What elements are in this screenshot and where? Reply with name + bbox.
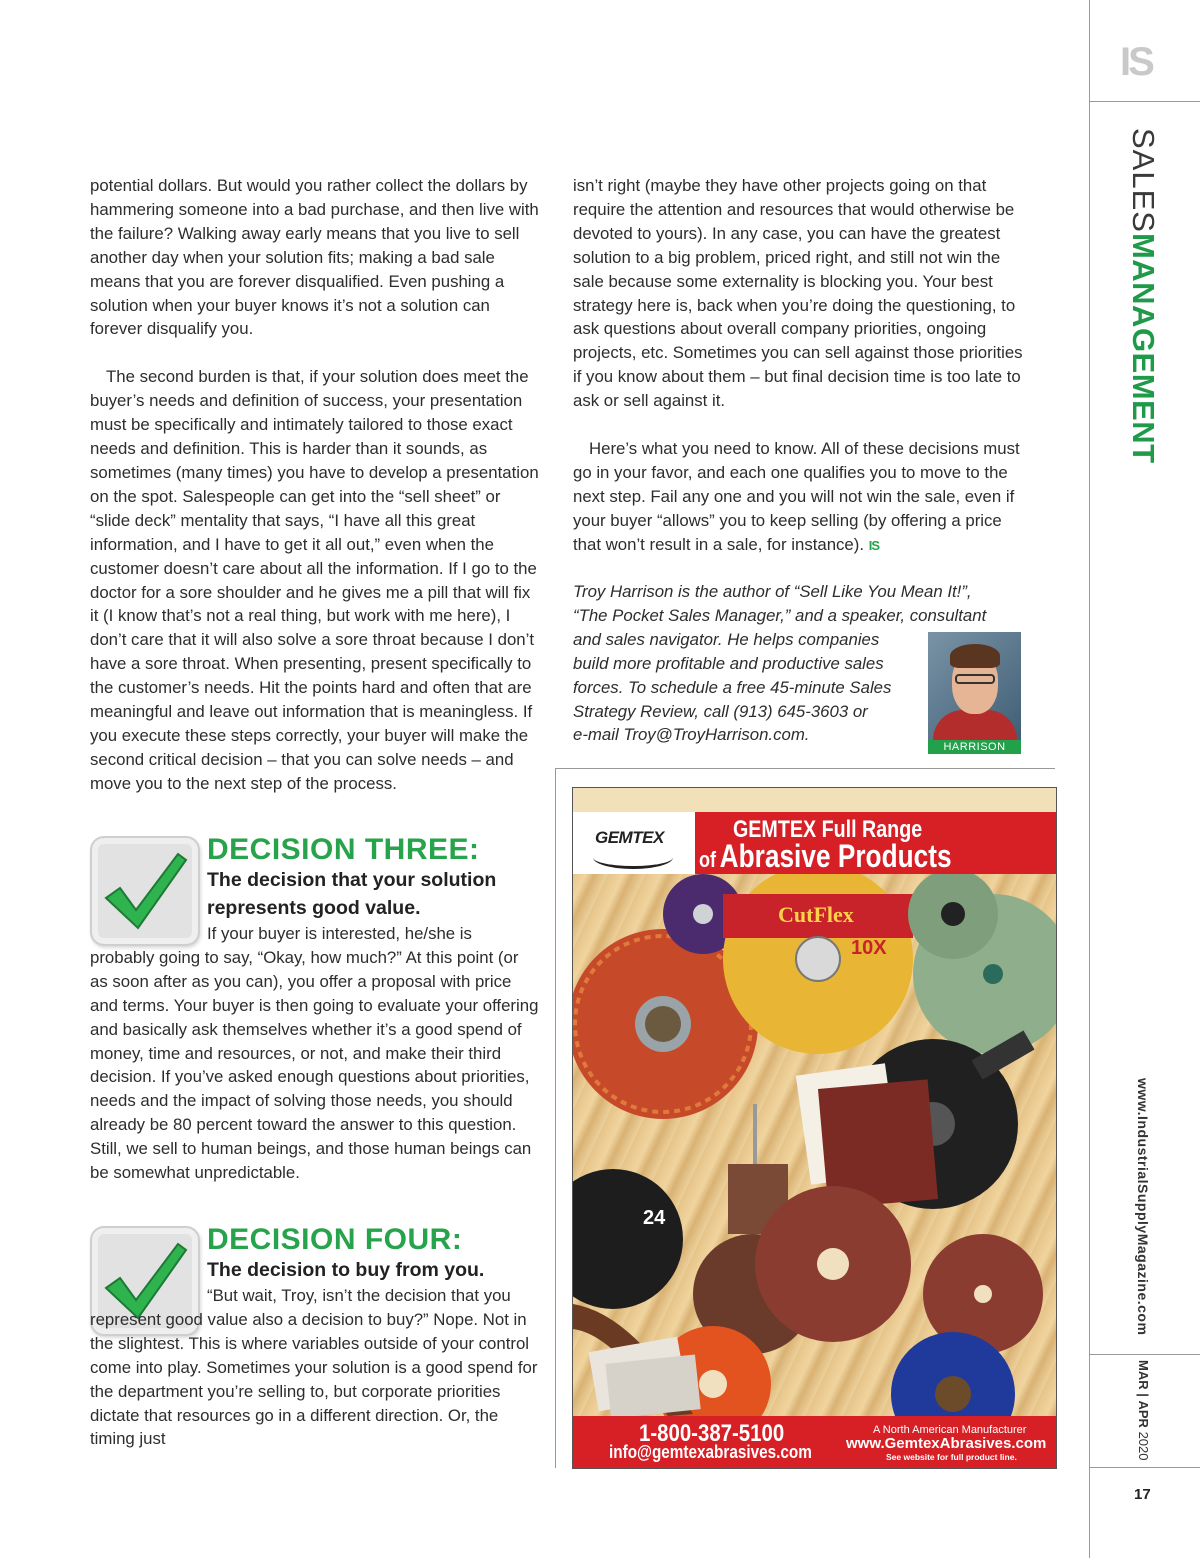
author-photo bbox=[928, 632, 1021, 754]
magazine-logo: IS bbox=[1120, 40, 1152, 84]
issue-date bbox=[1136, 1360, 1151, 1461]
page-number: 17 bbox=[1134, 1486, 1151, 1503]
decision-four-title: DECISION FOUR: bbox=[207, 1223, 463, 1256]
ad-title-products: Abrasive Products bbox=[719, 838, 952, 874]
left-paragraph-2: The second burden is that, if your solution does meet the buyer’s needs and definition of success, your presentation must be specifically and intimately tailored to those exact needs and definition. This is harder than it sounds, as sometimes (many times) you have to develop a presentation on the spot. Salespeople can get into the “sell sheet” or “slide deck” mentality that says, “I have all this great information, and I have to get it all out,” even when the customer doesn’t care about all the information. If I go to the doctor for a sore shoulder and he gives me a pill that will fix it (I know that’s not a real thing, but work with me here), I don’t care that it will also solve a sore throat because I don’t have a sore throat. When presenting, present specifically to the customer’s needs. Hit the points hard and often that are meaningful and leave out information that is meaningless. If you execute these steps correctly, your buyer will make the second critical decision – that you can solve needs – and move you to the next step of the process. bbox=[90, 367, 539, 793]
photo-caption: HARRISON bbox=[928, 740, 1021, 754]
decision-three-body: If your buyer is interested, he/she is probably going to say, “Okay, how much?” At this point (or as soon after as you can), you offer a proposal with price and terms. Your buyer is then going to evaluate your offering and basically ask themselves whether it’s a good spend of money, time and resources, or not, and make their third decision. If you’ve asked enough questions about priorities, needs and the impact of solving those needs, you should already be 80 percent toward the answer to this question. Still, we sell to human beings, and those human beings can be somewhat unpredictable. bbox=[90, 924, 539, 1183]
ad-website[interactable]: www.GemtexAbrasives.com bbox=[846, 1435, 1047, 1452]
sidebar-divider bbox=[1089, 0, 1090, 1558]
right-paragraph-1: isn’t right (maybe they have other projects going on that require the attention and resources that would otherwise be devoted to yours). In any case, you can have the greatest solution to a big problem, priced right, and still not win the sale because some externality is blocking you. Your best strategy here is, back when you’re doing the questioning, to ask questions about overall company priorities, ongoing projects, etc. Sometimes you can sell against those priorities if you know about them – but final decision time is too late to ask or sell against it. bbox=[573, 176, 1023, 411]
cutflex-label: CutFlex bbox=[778, 902, 854, 927]
decision-four-body: “But wait, Troy, isn’t the decision that you represent good value also a decision to buy?” Nope. Not in the slightest. This is where variables outside of your control come into play. Sometimes your solution is a good spend for the department you’re selling to, but corporate priorities dictate that resources go in a different direction. Or, the timing just bbox=[90, 1286, 538, 1449]
ad-frame-rule bbox=[555, 768, 556, 1468]
ad-title-line2 bbox=[699, 838, 952, 875]
abrasive-products-illustration bbox=[573, 874, 1057, 1416]
sidebar-rule-mid bbox=[1090, 1354, 1200, 1355]
issue-month2: APR bbox=[1136, 1400, 1151, 1428]
ad-title-line1: GEMTEX Full Range bbox=[733, 816, 923, 843]
ad-frame-rule bbox=[555, 768, 1055, 769]
decision-four-subhead: The decision to buy from you. bbox=[207, 1259, 485, 1281]
bio-line: and sales navigator. He helps companies bbox=[573, 629, 880, 649]
ad-note: See website for full product line. bbox=[886, 1452, 1017, 1462]
gemtex-logo-swoosh-icon bbox=[593, 846, 673, 869]
bio-line: build more profitable and productive sales bbox=[573, 653, 884, 673]
decision-three-section bbox=[90, 832, 540, 1212]
ad-email[interactable]: info@gemtexabrasives.com bbox=[609, 1442, 812, 1462]
issue-year: 2020 bbox=[1136, 1431, 1151, 1461]
right-column bbox=[573, 174, 1028, 558]
grit-disc bbox=[573, 1169, 683, 1309]
section-title-bold: MANAGEMENT bbox=[1126, 232, 1161, 464]
end-mark-icon: IS bbox=[868, 537, 879, 553]
bio-line: Troy Harrison is the author of “Sell Like You Mean It!”, bbox=[573, 582, 972, 601]
section-title bbox=[1126, 128, 1160, 464]
decision-three-subhead: The decision that your solution represents good value. bbox=[207, 869, 497, 919]
ten-x-label: 10X bbox=[851, 937, 887, 959]
section-title-light: SALES bbox=[1126, 128, 1161, 233]
ad-title-of: of bbox=[699, 847, 717, 872]
sidebar-rule-bottom bbox=[1090, 1467, 1200, 1468]
left-column bbox=[90, 174, 540, 796]
ad-phone[interactable]: 1-800-387-5100 bbox=[639, 1420, 785, 1447]
ad-manufacturer: A North American Manufacturer bbox=[873, 1424, 1027, 1436]
left-paragraph-1: potential dollars. But would you rather collect the dollars by hammering someone into a bad purchase, and then live with the failure? Walking away early means that you live to sell another day when your solution fits; making a bad sale means that you are forever disqualified. Even pushing a solution when your buyer knows it’s not a solution can forever disqualify you. bbox=[90, 176, 539, 339]
bio-line: Strategy Review, call (913) 645-3603 or bbox=[573, 701, 868, 721]
issue-month: MAR bbox=[1136, 1360, 1151, 1390]
gemtex-advertisement[interactable] bbox=[572, 787, 1057, 1469]
bio-line: forces. To schedule a free 45-minute Sales bbox=[573, 677, 892, 697]
decision-three-title: DECISION THREE: bbox=[207, 833, 480, 866]
right-paragraph-2-text: Here’s what you need to know. All of these decisions must go in your favor, and each one qualifies you to move to the next step. Fail any one and you will not win the sale, even if your buyer “allows” you to keep selling (by offering a price that won’t result in a sale, for instance). bbox=[573, 439, 1020, 554]
gemtex-logo: GEMTEX bbox=[595, 828, 664, 847]
grit-label: 24 bbox=[643, 1207, 666, 1229]
right-paragraph-2 bbox=[573, 437, 1028, 558]
sidebar-rule-top bbox=[1090, 101, 1200, 102]
decision-four-section bbox=[90, 1222, 540, 1452]
issue-separator: | bbox=[1136, 1393, 1151, 1397]
website-url: www.IndustrialSupplyMagazine.com bbox=[1135, 1078, 1151, 1336]
bio-line: “The Pocket Sales Manager,” and a speaker, consultant bbox=[573, 605, 987, 625]
bio-line: e-mail Troy@TroyHarrison.com. bbox=[573, 725, 810, 745]
